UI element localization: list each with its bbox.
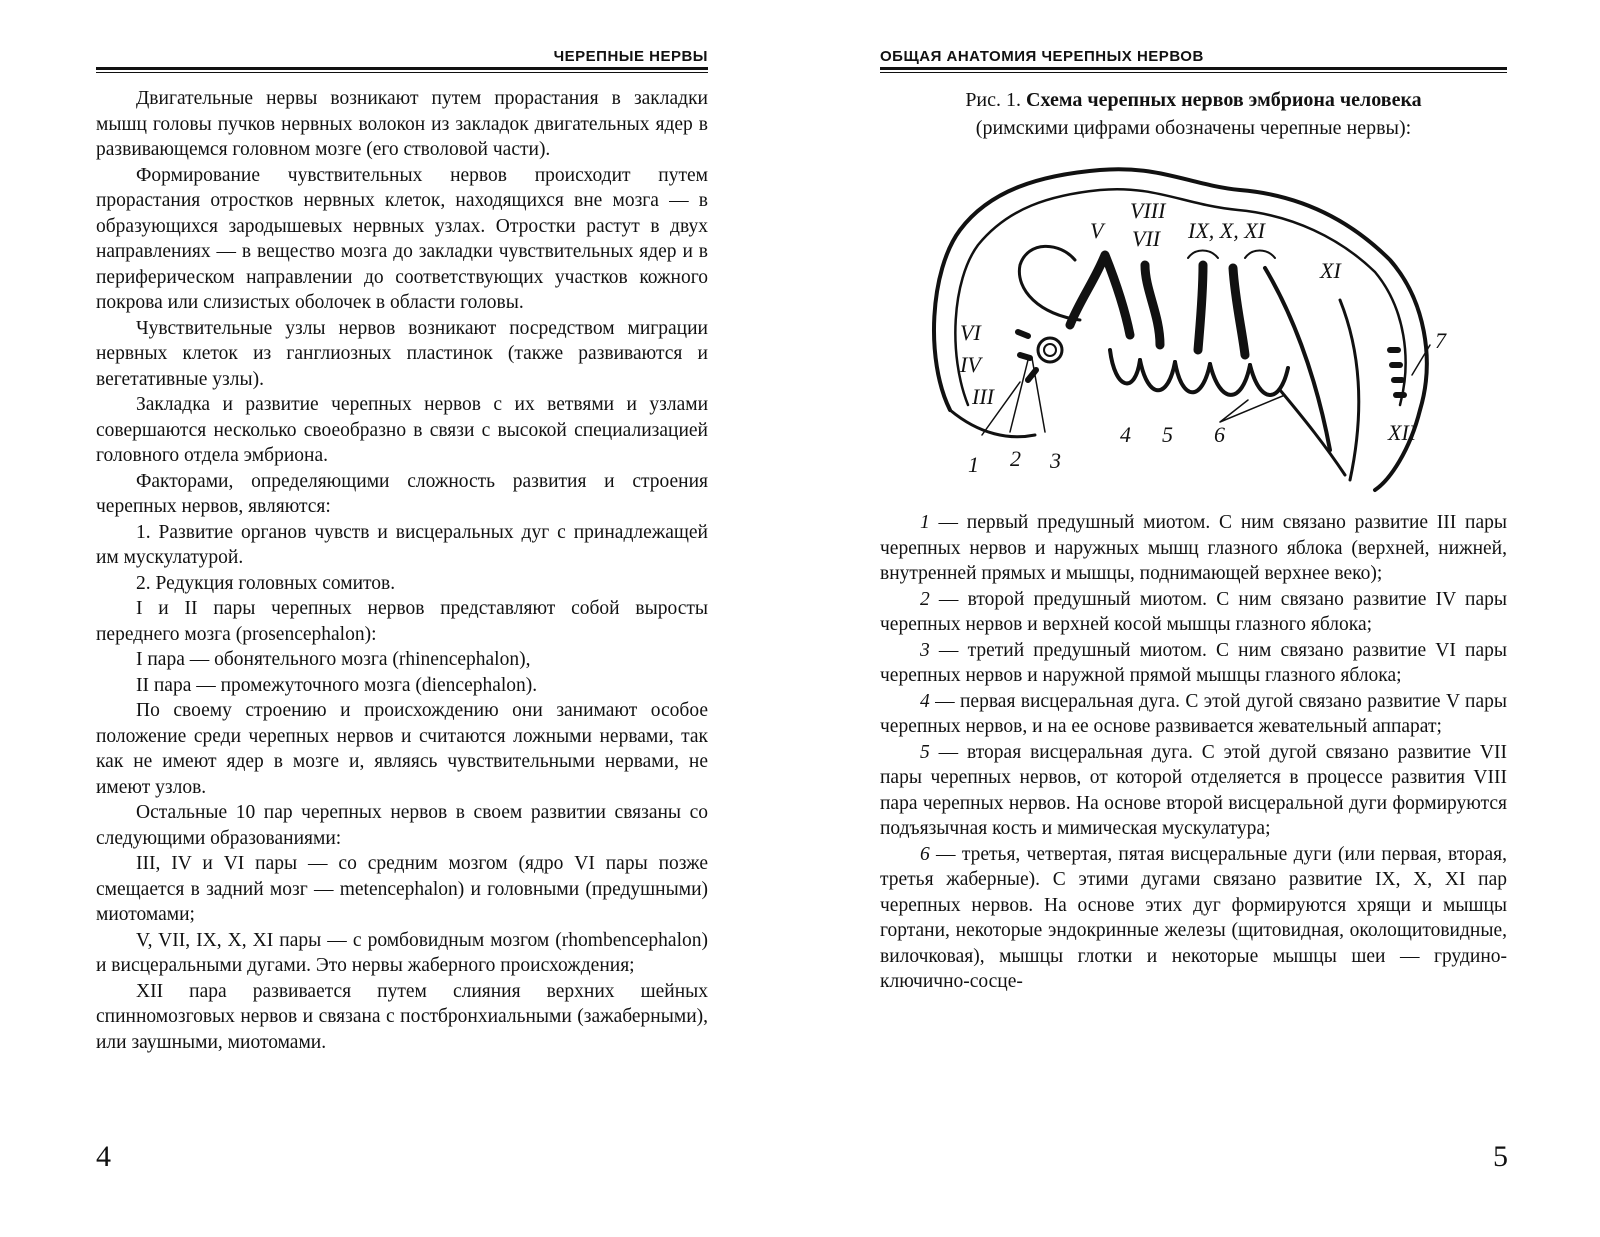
legend-item xyxy=(880,740,1507,842)
myotome-mark xyxy=(1018,332,1028,336)
label-7: 7 xyxy=(1435,328,1446,353)
label-ix-x-xi: IX, X, XI xyxy=(1188,218,1265,243)
legend-number: 1 xyxy=(920,512,930,533)
paragraph: II пара — промежуточного мозга (diencephalon). xyxy=(136,674,538,696)
label-viii: VIII xyxy=(1130,198,1166,223)
legend-description: — первый предушный миотом. С ним связано развитие III пары черепных нервов и наружных мышц глазного яблока (верхней, нижней, внутренней прямых и мышцы, поднимающей верхнее веко); xyxy=(880,512,1507,584)
label-4: 4 xyxy=(1120,422,1131,447)
label-2: 2 xyxy=(1010,446,1021,471)
legend-number: 6 xyxy=(920,843,930,865)
paragraph: Закладка и развитие черепных нервов с их ветвями и узлами совершаются несколько своеобразно в связи с высокой специализацией головного отдела эмбриона. xyxy=(96,394,708,466)
legend-description: — вторая висцеральная дуга. С этой дугой связано развитие VII пары черепных нервов, от которой отделяется в процессе развития VIII пара черепных нервов. На основе второй висцеральной дуги формируются подъязычная кость и мимическая мускулатура; xyxy=(880,741,1507,839)
paragraph: I и II пары черепных нервов представляют собой выросты переднего мозга (prosencephalon): xyxy=(96,598,708,645)
cervical-line xyxy=(1340,300,1359,480)
header-rule xyxy=(96,67,708,70)
legend-text xyxy=(880,510,1507,995)
legend-description: — третья, четвертая, пятая висцеральные дуги (или первая, вторая, третья жаберные). С этими дугами связано развитие IX, X, XI пар черепных нервов. На основе этих дуг формируются хрящи и мышцы гортани, некоторые эндокринные железы (щитовидная, околощитовидные, вилочковая), мышцы глотки и некоторые мышцы шеи — грудино-ключично-сосце- xyxy=(880,843,1507,992)
nerve-vii xyxy=(1145,265,1160,345)
nerve-x xyxy=(1233,268,1245,355)
leader-line xyxy=(1220,395,1285,422)
paragraph: Остальные 10 пар черепных нервов в своем развитии связаны со следующими образованиями: xyxy=(96,802,708,849)
nerve-ix xyxy=(1198,265,1203,350)
nerve-v xyxy=(1070,255,1130,335)
embryo-diagram xyxy=(920,150,1480,500)
header-rule xyxy=(880,67,1507,70)
label-1: 1 xyxy=(968,452,979,477)
legend-number: 2 xyxy=(920,588,930,610)
nerve-xi xyxy=(1265,268,1330,450)
arch-3 xyxy=(1175,362,1210,392)
page-number: 4 xyxy=(96,1140,111,1173)
legend-item xyxy=(880,638,1507,689)
body-text xyxy=(96,86,708,1055)
label-iii: III xyxy=(972,384,994,409)
arch-2 xyxy=(1140,360,1175,390)
label-iv: IV xyxy=(960,352,981,377)
figure-subtitle: (римскими цифрами обозначены черепные нервы): xyxy=(975,117,1412,139)
legend-number: 3 xyxy=(920,639,930,661)
label-3: 3 xyxy=(1050,448,1061,473)
figure-title: Схема черепных нервов эмбриона человека xyxy=(1026,89,1422,111)
label-xii: XII xyxy=(1388,420,1417,445)
paragraph: Чувствительные узлы нервов возникают посредством миграции нервных клеток из ганглиозных пластинок (также развиваются и вегетативные узлы). xyxy=(96,317,708,390)
paragraph: III, IV и VI пары — со средним мозгом (ядро VI пары позже смещается в задний мозг — metencephalon) и головными (предушными) миотомами; xyxy=(96,853,708,925)
legend-item xyxy=(880,510,1507,587)
page-number: 5 xyxy=(1493,1140,1508,1173)
right-page xyxy=(800,0,1600,1237)
legend-number: 4 xyxy=(920,690,930,712)
legend-description: — первая висцеральная дуга. С этой дугой связано развитие V пары черепных нервов, и на ее основе развивается жевательный аппарат; xyxy=(880,690,1507,737)
leader-line xyxy=(1010,360,1028,432)
paragraph: XII пара развивается путем слияния верхних шейных спинномозговых нервов и связана с постбронхиальными (зажаберными), или заушными, миотомами. xyxy=(96,980,708,1053)
label-xi: XI xyxy=(1320,258,1341,283)
arch-4 xyxy=(1210,364,1250,395)
legend-description: — второй предушный миотом. С ним связано развитие IV пары черепных нервов и верхней косой мышцы глазного яблока; xyxy=(880,588,1507,635)
paragraph: Формирование чувствительных нервов происходит путем прорастания отростков нервных клеток, находящихся вне мозга — в образующихся зародышевых нервных узлах. Отростки растут в двух направлениях — в вещество мозга до закладки чувствительных ядер и в периферическом направлении до соответствующих участков кожного покрова или слизистых оболочек в области головы. xyxy=(96,164,708,313)
bracket xyxy=(1245,251,1275,259)
forebrain-loop xyxy=(1019,246,1080,320)
legend-description: — третий предушный миотом. С ним связано развитие VI пары черепных нервов и наружной прямой мышцы глазного яблока; xyxy=(880,639,1507,686)
paragraph: 1. Развитие органов чувств и висцеральных дуг с принадлежащей им мускулатурой. xyxy=(96,521,708,568)
eye-inner xyxy=(1044,344,1056,356)
label-v: V xyxy=(1090,218,1104,243)
legend-number: 5 xyxy=(920,741,930,763)
jaw-line xyxy=(950,410,1035,437)
bracket xyxy=(1188,251,1218,259)
header-rule-thin xyxy=(96,72,708,73)
header-rule-thin xyxy=(880,72,1507,73)
figure-number: Рис. 1. xyxy=(965,89,1022,111)
label-vii: VII xyxy=(1132,226,1161,251)
nerve-xii xyxy=(1280,390,1345,475)
paragraph: По своему строению и происхождению они занимают особое положение среди черепных нервов и считаются ложными нервами, так как не имеют ядер в мозге и, являясь чувствительными нервами, не имеют узлов. xyxy=(96,700,708,798)
label-6: 6 xyxy=(1214,422,1225,447)
running-head: ЧЕРЕПНЫЕ НЕРВЫ xyxy=(553,48,708,65)
paragraph: 2. Редукция головных сомитов. xyxy=(136,572,396,594)
legend-item xyxy=(880,689,1507,740)
arch-1 xyxy=(1110,350,1140,383)
eye xyxy=(1038,338,1062,362)
paragraph: Факторами, определяющими сложность развития и строения черепных нервов, являются: xyxy=(96,470,708,517)
legend-item xyxy=(880,587,1507,638)
label-vi: VI xyxy=(960,320,981,345)
paragraph: V, VII, IX, X, XI пары — с ромбовидным мозгом (rhombencephalon) и висцеральными дугами. Это нервы жаберного происхождения; xyxy=(96,929,708,976)
paragraph: Двигательные нервы возникают путем прорастания в закладки мышц головы пучков нервных волокон из закладок двигательных ядер в развивающемся головном мозге (его стволовой части). xyxy=(96,88,708,160)
label-5: 5 xyxy=(1162,422,1173,447)
paragraph: I пара — обонятельного мозга (rhinencephalon), xyxy=(136,649,531,670)
embryo-diagram-svg xyxy=(920,150,1480,500)
myotome-mark xyxy=(1020,355,1030,358)
running-head: ОБЩАЯ АНАТОМИЯ ЧЕРЕПНЫХ НЕРВОВ xyxy=(880,48,1204,65)
figure-caption xyxy=(880,86,1507,142)
legend-item xyxy=(880,842,1507,995)
